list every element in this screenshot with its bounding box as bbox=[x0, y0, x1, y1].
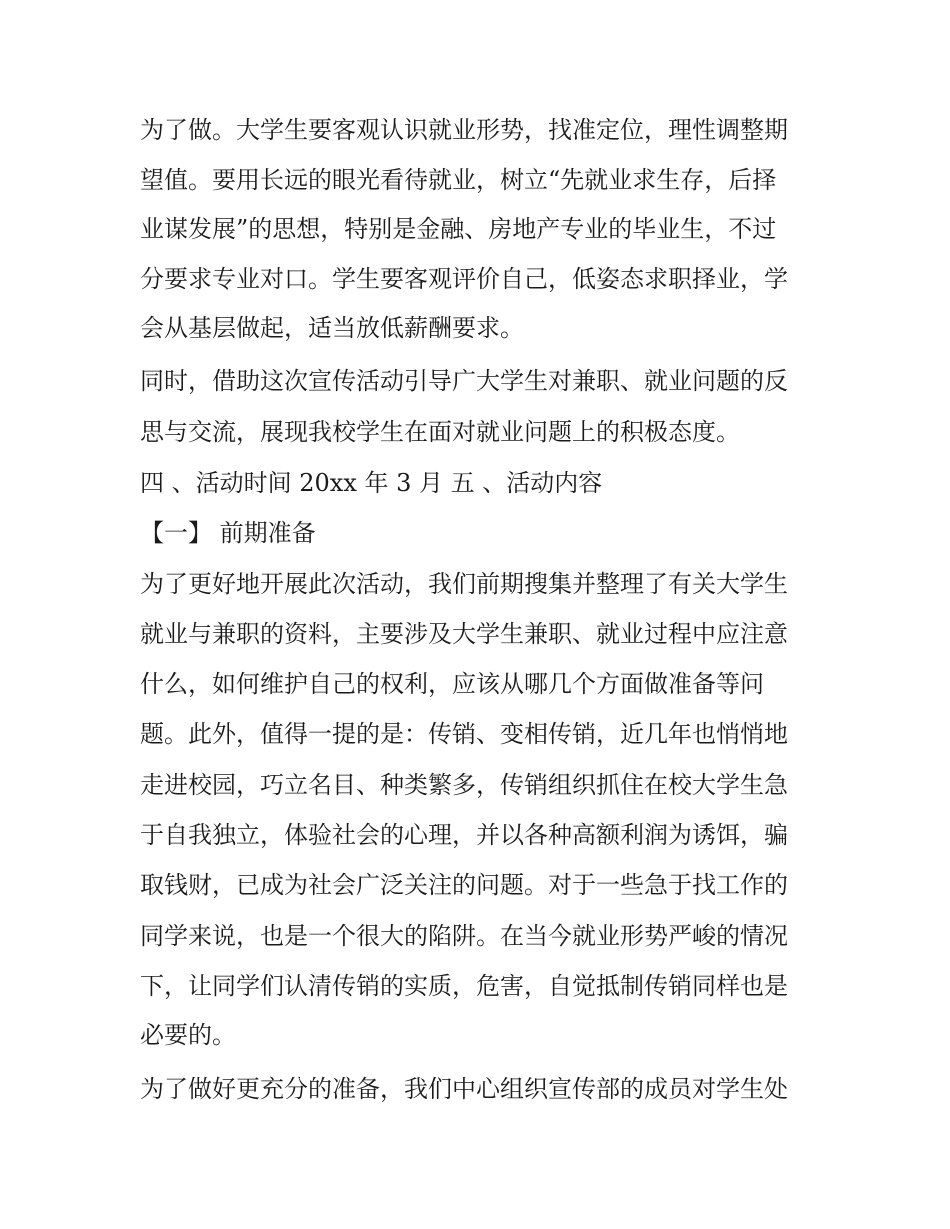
text-line: 分要求专业对口。学生要客观评价自己，低姿态求职择业，学 bbox=[140, 265, 788, 293]
text-line: 什么，如何维护自己的权利，应该从哪几个方面做准备等问 bbox=[140, 670, 764, 698]
text-line: 取钱财，已成为社会广泛关注的问题。对于一些急于找工作的 bbox=[140, 871, 788, 899]
text-line: 走进校园，巧立名目、种类繁多，传销组织抓住在校大学生急 bbox=[140, 771, 788, 799]
text-line: 为了更好地开展此次活动，我们前期搜集并整理了有关大学生 bbox=[140, 570, 788, 598]
text-line: 必要的。 bbox=[140, 1021, 236, 1049]
text-line: 为了做。大学生要客观认识就业形势，找准定位，理性调整期 bbox=[140, 116, 788, 144]
text-line: 下，让同学们认清传销的实质，危害，自觉抵制传销同样也是 bbox=[140, 972, 788, 1000]
subsection-heading: 【一】 前期准备 bbox=[140, 519, 316, 547]
text-line: 思与交流，展现我校学生在面对就业问题上的积极态度。 bbox=[140, 418, 740, 446]
text-line: 为了做好更充分的准备，我们中心组织宣传部的成员对学生处 bbox=[140, 1075, 788, 1103]
text-line: 业谋发展”的思想，特别是金融、房地产专业的毕业生，不过 bbox=[140, 215, 777, 243]
text-line: 望值。要用长远的眼光看待就业，树立“先就业求生存，后择 bbox=[140, 166, 777, 194]
section-heading: 四 、活动时间 20xx 年 3 月 五 、活动内容 bbox=[140, 469, 603, 497]
text-line: 题。此外，值得一提的是：传销、变相传销，近几年也悄悄地 bbox=[140, 720, 788, 748]
text-line: 同学来说，也是一个很大的陷阱。在当今就业形势严峻的情况 bbox=[140, 922, 788, 950]
text-line: 就业与兼职的资料，主要涉及大学生兼职、就业过程中应注意 bbox=[140, 620, 788, 648]
text-line: 同时，借助这次宣传活动引导广大学生对兼职、就业问题的反 bbox=[140, 367, 788, 395]
text-line: 会从基层做起，适当放低薪酬要求。 bbox=[140, 314, 524, 342]
text-line: 于自我独立，体验社会的心理，并以各种高额利润为诱饵，骗 bbox=[140, 821, 788, 849]
